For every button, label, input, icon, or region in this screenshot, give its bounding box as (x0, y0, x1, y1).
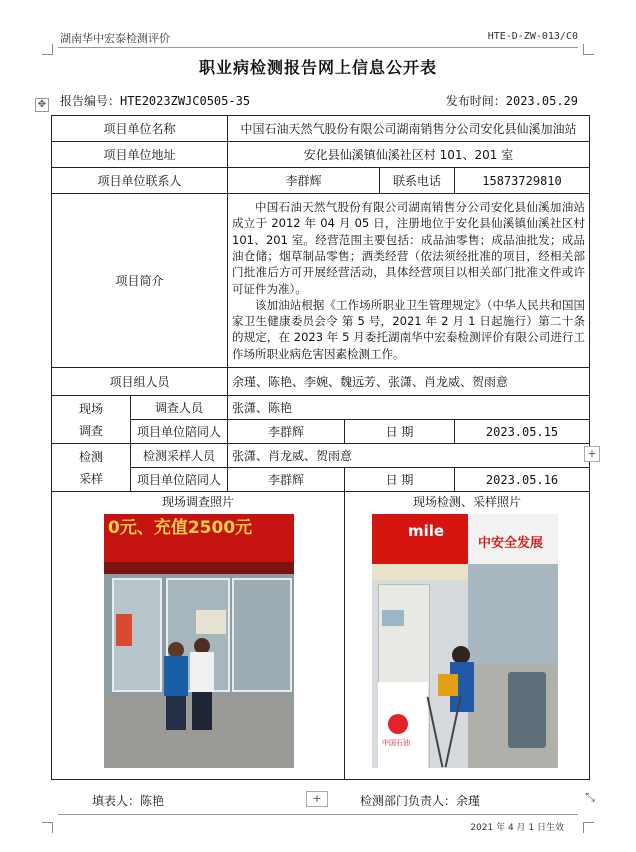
photo-petrochina-logo-icon (388, 714, 408, 734)
survey-photo-cell (52, 492, 345, 780)
photo-sign-red (104, 514, 294, 562)
photo-canopy-text: mile (408, 522, 445, 540)
survey-escort-label: 项目单位陪同人 (131, 420, 228, 444)
survey-escort-value: 李群辉 (228, 420, 345, 444)
report-number-value: HTE2023ZWJC0505-35 (120, 94, 251, 108)
photo-sign-text: 0元、充值2500元 (108, 518, 253, 538)
intro-paragraph-2: 该加油站根据《工作场所职业卫生管理规定》（中华人民共和国国家卫生健康委员会令 第 5 号，2021 年 2 月 1 日起施行）第二十条的规定，在 2023 年 5 月委托湖南华中宏泰检测评价有限公司进行工作场所职业病危害因素检测工作。 (232, 297, 586, 361)
phone-value: 15873729810 (455, 168, 590, 194)
dept-head-value: 余瑾 (456, 794, 481, 808)
header-doc-code: HTE-D-ZW-013/C0 (487, 31, 578, 42)
filler (92, 792, 164, 809)
crop-mark-bottom-right (583, 822, 594, 833)
unit-name-value: 中国石油天然气股份有限公司湖南销售分公司安化县仙溪加油站 (228, 116, 590, 142)
sampling-escort-value: 李群辉 (228, 468, 345, 492)
members-value: 余瑾、陈艳、李婉、魏远芳、张潇、肖龙威、贺雨意 (228, 368, 590, 396)
footer-rule (58, 814, 578, 815)
filler-label: 填表人： (92, 794, 141, 808)
table-resize-handle-icon[interactable]: ⤡ (583, 791, 597, 805)
survey-staff-value: 张潇、陈艳 (228, 396, 590, 420)
sampling-label-line-2: 采样 (78, 471, 103, 486)
crop-mark-bottom-left (42, 822, 53, 833)
dept-head-label: 检测部门负责人： (360, 794, 457, 808)
sampling-date-value: 2023.05.16 (455, 468, 590, 492)
sampling-staff-value: 张潇、肖龙威、贺雨意 (228, 444, 590, 468)
photo-sampling-device (438, 674, 458, 696)
sampling-label-line-1: 检测 (78, 449, 103, 464)
report-number-label: 报告编号： (60, 94, 121, 108)
survey-photo (104, 514, 294, 768)
info-table (51, 115, 590, 780)
intro-text (228, 194, 590, 368)
survey-photo-title: 现场调查照片 (162, 495, 235, 509)
table-expand-row-icon[interactable]: + (584, 446, 600, 462)
photo-banner-text: 中安全发展 (478, 536, 544, 551)
contact-label: 项目单位联系人 (52, 168, 228, 194)
table-add-row-icon[interactable]: + (306, 791, 328, 807)
sampling-staff-label: 检测采样人员 (131, 444, 228, 468)
contact-value: 李群辉 (228, 168, 380, 194)
survey-staff-label: 调查人员 (131, 396, 228, 420)
report-number (60, 92, 250, 109)
survey-date-label: 日 期 (345, 420, 455, 444)
survey-label-line-2: 调查 (78, 423, 103, 438)
unit-address-label: 项目单位地址 (52, 142, 228, 168)
publish-date (446, 92, 578, 109)
filler-value: 陈艳 (140, 794, 165, 808)
sampling-photo-cell (345, 492, 590, 780)
crop-mark-top-right (583, 44, 594, 55)
header-rule (58, 47, 578, 48)
intro-paragraph-1: 中国石油天然气股份有限公司湖南销售分公司安化县仙溪加油站成立于 2012 年 04 月 05 日，注册地位于安化县仙溪镇仙溪社区村 101、201 室。经营范围主要包括：成品油零售；成品油批发；成品油仓储；烟草制品零售；酒类经营（依法须经批准的项目，经相关部门批准后方可开展经营活动，具体经营项目以相关部门批准文件或许可证件为准）。 (232, 200, 586, 296)
unit-address-value: 安化县仙溪镇仙溪社区村 101、201 室 (228, 142, 590, 168)
dept-head (360, 792, 480, 809)
publish-date-label: 发布时间： (445, 94, 506, 108)
photo-trash-bin (508, 672, 546, 748)
page-title: 职业病检测报告网上信息公开表 (198, 58, 437, 77)
publish-date-value: 2023.05.29 (505, 94, 578, 108)
crop-mark-top-left (42, 44, 53, 55)
sampling-label (52, 444, 131, 492)
survey-date-value: 2023.05.15 (455, 420, 590, 444)
sampling-escort-label: 项目单位陪同人 (131, 468, 228, 492)
table-move-handle-icon[interactable]: ✥ (35, 98, 49, 112)
header-org: 湖南华中宏泰检测评价 (60, 32, 170, 45)
sampling-photo (372, 514, 558, 768)
photo-person-2 (190, 652, 214, 692)
survey-label (52, 396, 131, 444)
footer-effective-date: 2021 年 4 月 1 日生效 (470, 823, 564, 833)
intro-label: 项目简介 (52, 194, 228, 368)
phone-label: 联系电话 (380, 168, 455, 194)
survey-label-line-1: 现场 (78, 401, 103, 416)
sampling-date-label: 日 期 (345, 468, 455, 492)
sampling-photo-title: 现场检测、采样照片 (413, 495, 522, 509)
members-label: 项目组人员 (52, 368, 228, 396)
photo-person-1 (164, 656, 188, 696)
photo-logo-text: 中国石油 (382, 739, 411, 747)
unit-name-label: 项目单位名称 (52, 116, 228, 142)
photo-canopy (372, 514, 468, 564)
